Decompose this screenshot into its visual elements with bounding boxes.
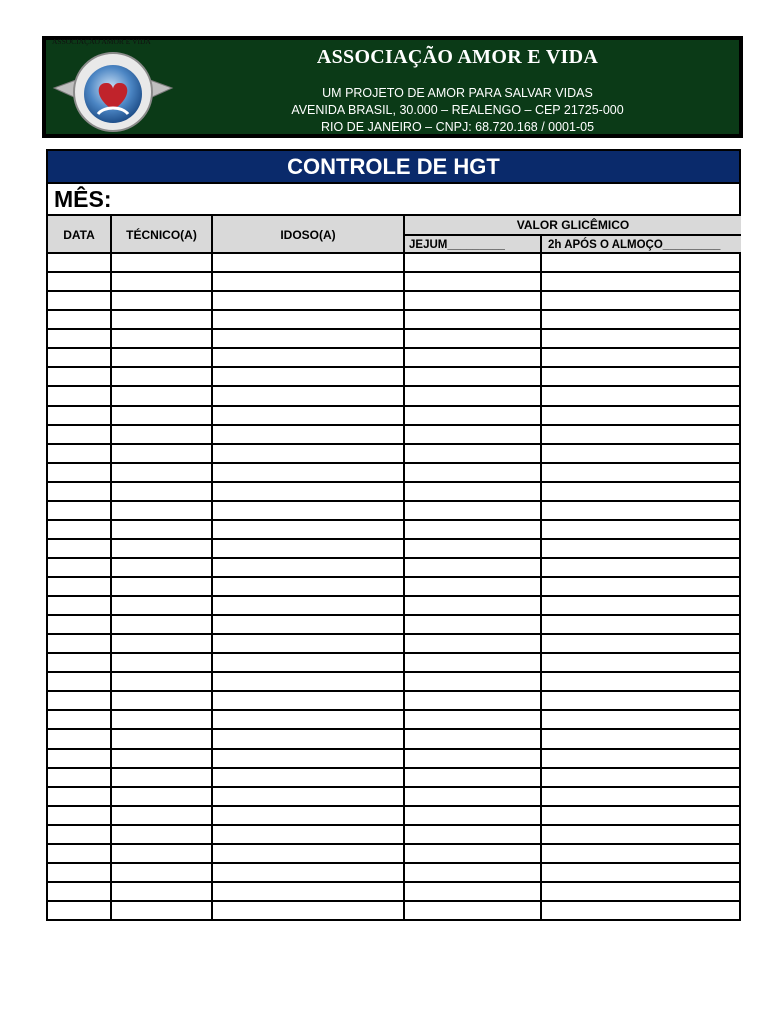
org-slogan: UM PROJETO DE AMOR PARA SALVAR VIDAS <box>322 86 593 100</box>
column-header-valor-glicemico: VALOR GLICÊMICO <box>405 216 741 234</box>
column-divider-2 <box>211 216 213 921</box>
table-row-line <box>48 652 741 654</box>
hgt-control-form <box>46 149 741 921</box>
table-row-line <box>48 443 741 445</box>
table-row-line <box>48 328 741 330</box>
table-row-line <box>48 538 741 540</box>
column-header-idoso: IDOSO(A) <box>213 216 403 253</box>
table-row-line <box>48 462 741 464</box>
association-logo-icon <box>52 37 174 134</box>
table-row-line <box>48 481 741 483</box>
form-title: CONTROLE DE HGT <box>48 151 739 184</box>
table-row-line <box>48 271 741 273</box>
table-row-line <box>48 557 741 559</box>
column-header-apos-almoco: 2h APÓS O ALMOÇO_________ <box>542 236 741 253</box>
column-divider-4 <box>540 252 542 921</box>
column-header-jejum: JEJUM_________ <box>405 236 540 253</box>
table-row-line <box>48 748 741 750</box>
table-row-line <box>48 500 741 502</box>
table-row-line <box>48 424 741 426</box>
table-row-line <box>48 881 741 883</box>
column-header-data: DATA <box>48 216 110 253</box>
table-row-line <box>48 347 741 349</box>
table-row-line <box>48 900 741 902</box>
header-bottom-line <box>48 252 741 254</box>
header-subcolumn-divider <box>540 235 542 253</box>
column-divider-3 <box>403 216 405 921</box>
table-row-line <box>48 405 741 407</box>
month-label: MÊS: <box>54 186 112 212</box>
table-row-line <box>48 728 741 730</box>
header-subdivider <box>403 234 741 236</box>
table-row-line <box>48 690 741 692</box>
table-row-line <box>48 767 741 769</box>
table-row-line <box>48 519 741 521</box>
table-row-line <box>48 862 741 864</box>
table-row-line <box>48 671 741 673</box>
table-row-line <box>48 633 741 635</box>
table-row-line <box>48 709 741 711</box>
column-divider-1 <box>110 216 112 921</box>
org-address: AVENIDA BRASIL, 30.000 – REALENGO – CEP 21725-000 <box>291 103 624 117</box>
table-row-line <box>48 309 741 311</box>
table-row-line <box>48 843 741 845</box>
logo-text: ASSOCIAÇÃO AMOR E VIDA <box>52 37 151 46</box>
org-header <box>42 36 743 138</box>
table-row-line <box>48 824 741 826</box>
table-row-line <box>48 595 741 597</box>
table-row-line <box>48 576 741 578</box>
org-title: ASSOCIAÇÃO AMOR E VIDA <box>316 46 599 68</box>
table-row-line <box>48 385 741 387</box>
table-row-line <box>48 786 741 788</box>
table-row-line <box>48 366 741 368</box>
table-row-line <box>48 805 741 807</box>
org-city-cnpj: RIO DE JANEIRO – CNPJ: 68.720.168 / 0001-05 <box>320 120 595 134</box>
table-row-line <box>48 290 741 292</box>
table-row-line <box>48 614 741 616</box>
column-header-tecnico: TÉCNICO(A) <box>112 216 211 253</box>
